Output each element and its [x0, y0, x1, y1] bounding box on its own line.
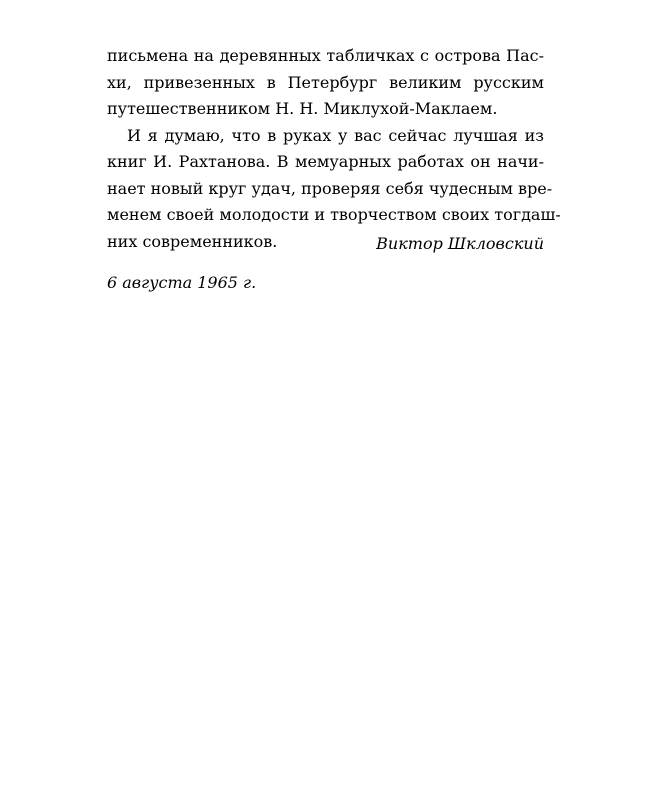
- text-line: нает новый круг удач, проверяя себя чудесным вре-: [107, 178, 553, 198]
- text-line: путешественником Н. Н. Миклухой-Маклаем.: [107, 99, 498, 118]
- paragraph-1: [107, 43, 544, 123]
- text-line: них современников.: [107, 231, 278, 251]
- author-signature: Виктор Шкловский: [376, 234, 544, 253]
- text-line: хи, привезенных в Петербург великим русским: [107, 72, 544, 92]
- text-line: книг И. Рахтанова. В мемуарных работах он начи-: [107, 152, 544, 171]
- text-line: менем своей молодости и творчеством своих тогдаш-: [107, 205, 561, 224]
- text-line: письмена на деревянных табличках с острова Пас-: [107, 46, 544, 65]
- main-text: [107, 43, 561, 255]
- text-line: И я думаю, что в руках у вас сейчас лучшая из: [127, 125, 544, 145]
- date-line: 6 августа 1965 г.: [107, 273, 257, 292]
